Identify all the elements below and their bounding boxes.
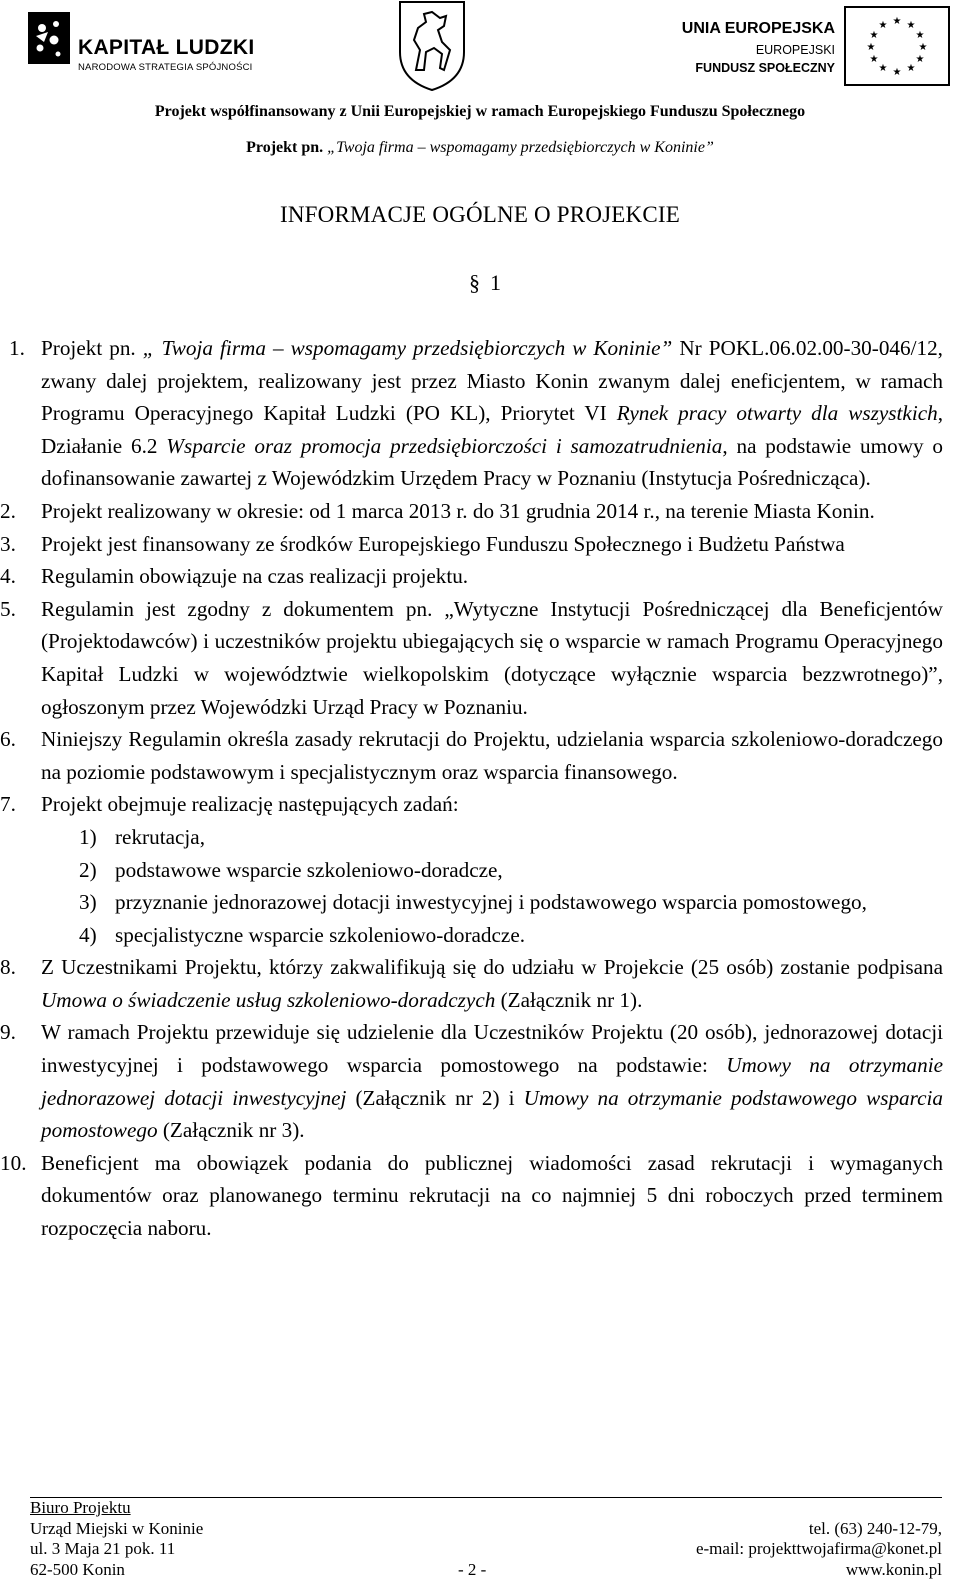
item-number: 3. xyxy=(0,531,16,556)
sub-item-number: 4) xyxy=(79,922,97,947)
svg-text:★: ★ xyxy=(906,20,916,31)
item-text: , na podstawie umowy o dofinansowanie zawartej z Wojewódzkim Urzędem Pracy w Poznaniu (Instytucja Pośrednicząca). xyxy=(41,433,943,491)
svg-text:★: ★ xyxy=(906,63,916,74)
item-text: (Załącznik nr 2) i xyxy=(346,1085,524,1110)
kapital-ludzki-title: KAPITAŁ LUDZKI xyxy=(78,36,255,59)
svg-text:★: ★ xyxy=(869,54,879,65)
kapital-ludzki-subtitle: NARODOWA STRATEGIA SPÓJNOŚCI xyxy=(78,62,253,73)
list-item xyxy=(0,593,943,723)
svg-text:★: ★ xyxy=(915,54,925,65)
kapital-ludzki-emblem-icon xyxy=(26,10,72,66)
project-name-line xyxy=(0,139,960,157)
footer-postal: 62-500 Konin xyxy=(30,1559,125,1579)
svg-text:★: ★ xyxy=(878,20,888,31)
page-number: - 2 - xyxy=(458,1559,487,1579)
section-number: 1 xyxy=(490,270,501,295)
item-text: Niniejszy Regulamin określa zasady rekrutacji do Projektu, udzielania wsparcia szkoleniowo-doradczego na poziomie podstawowym i specjalistycznym oraz wsparcia finansowego. xyxy=(41,727,943,784)
page-header xyxy=(0,0,960,100)
sub-list-item xyxy=(41,821,943,854)
svg-text:★: ★ xyxy=(866,42,876,53)
item-number: 1. xyxy=(9,336,25,360)
document-title: INFORMACJE OGÓLNE O PROJEKCIE xyxy=(279,202,680,227)
item-text: Projekt obejmuje realizację następujących zadań: xyxy=(41,792,459,817)
section-heading xyxy=(0,270,960,296)
item-number: 2. xyxy=(0,498,16,523)
footer-office: Biuro Projektu xyxy=(30,1498,131,1517)
item-text-italic: „ Twoja firma – wspomagamy przedsiębiorczych w Koninie” xyxy=(142,336,673,360)
sub-item-number: 1) xyxy=(79,824,97,849)
item-text: (Załącznik nr 1). xyxy=(495,987,643,1012)
footer-email-link[interactable]: e-mail: projekttwojafirma@konet.pl xyxy=(695,1539,942,1559)
eu-logo xyxy=(660,6,950,88)
item-text-italic: Umowy na otrzymanie podstawowego wsparcia pomostowego xyxy=(41,1085,943,1143)
footer-street: ul. 3 Maja 21 pok. 11 xyxy=(30,1539,176,1559)
item-number: 5. xyxy=(0,596,16,621)
section-symbol: § xyxy=(469,270,480,295)
item-text: Projekt jest finansowany ze środków Europejskiego Funduszu Społecznego i Budżetu Państwa xyxy=(41,531,845,556)
item-text: Regulamin jest zgodny z dokumentem pn. „Wytyczne Instytucji Pośredniczącej dla Beneficjentów (Projektodawców) i uczestników projektu ubiegających się o wsparcie w ramach Programu Operacyjnego Kapitał Ludzki w województwie wielkopolskim (dotyczące wyłącznie wsparcia bezzwrotnego)”, ogłoszonym przez Wojewódzki Urząd Pracy w Poznaniu. xyxy=(41,596,943,719)
page-footer xyxy=(30,1497,942,1580)
svg-text:★: ★ xyxy=(869,30,879,41)
sub-list-item xyxy=(41,886,943,919)
sub-item-text: podstawowe wsparcie szkoleniowo-doradcze, xyxy=(115,857,503,882)
footer-city-office: Urząd Miejski w Koninie xyxy=(30,1518,204,1538)
sub-list-item xyxy=(41,854,943,887)
wielkopolska-crest-icon xyxy=(396,0,468,92)
list-item xyxy=(9,332,943,495)
item-text-italic: Umowa o świadczenie usług szkoleniowo-doradczych xyxy=(41,987,496,1012)
sub-item-number: 2) xyxy=(79,857,97,882)
item-text-italic: Umowy na otrzymanie jednorazowej dotacji inwestycyjnej xyxy=(41,1053,944,1110)
item-text: Nr POKL.06.02.00-30-046/12, zwany dalej projektem, realizowany jest przez Miasto Konin zwanym dalej eneficjentem, w ramach Programu Operacyjnego Kapitał Ludzki (PO KL), Priorytet VI xyxy=(41,336,943,426)
item-text: Projekt realizowany w okresie: od 1 marca 2013 r. do 31 grudnia 2014 r., na terenie Miasta Konin. xyxy=(41,498,875,523)
svg-text:★: ★ xyxy=(918,42,928,53)
item-text-italic: Rynek pracy otwarty dla wszystkich xyxy=(616,401,938,426)
list-item xyxy=(0,495,943,528)
footer-website-link[interactable]: www.konin.pl xyxy=(845,1559,942,1579)
item-text: (Załącznik nr 3). xyxy=(157,1118,305,1143)
list-item xyxy=(0,723,943,788)
sub-item-text: rekrutacja, xyxy=(115,824,205,849)
item-number: 9. xyxy=(0,1020,16,1045)
item-number: 6. xyxy=(0,727,16,752)
sub-item-text: specjalistyczne wsparcie szkoleniowo-doradcze. xyxy=(115,922,526,947)
kapital-ludzki-logo xyxy=(26,10,276,73)
list-item xyxy=(0,951,943,1016)
item-text: Beneficjent ma obowiązek podania do publicznej wiadomości zasad rekrutacji i wymaganych dokumentów oraz planowanego terminu rekrutacji na co najmniej 5 dni roboczych przed terminem rozpoczęcia naboru. xyxy=(41,1150,943,1241)
list-item xyxy=(0,528,943,561)
list-item xyxy=(0,1016,944,1146)
item-number: 8. xyxy=(0,955,16,980)
eu-fund-line2: FUNDUSZ SPOŁECZNY xyxy=(695,61,835,75)
item-text: Projekt pn. xyxy=(41,336,143,360)
list-item xyxy=(0,788,943,821)
eu-flag-icon xyxy=(844,6,950,86)
eu-fund-line1: EUROPEJSKI xyxy=(755,43,835,57)
svg-text:★: ★ xyxy=(878,63,888,74)
sub-item-text: przyznanie jednorazowej dotacji inwestycyjnej i podstawowego wsparcia pomostowego, xyxy=(115,890,867,915)
project-label: Projekt pn. xyxy=(246,139,324,156)
item-number: 7. xyxy=(0,792,16,817)
eu-title: UNIA EUROPEJSKA xyxy=(681,20,835,37)
item-number: 4. xyxy=(0,564,16,589)
item-number: 10. xyxy=(0,1150,27,1175)
item-text: , Działanie 6.2 xyxy=(41,401,943,458)
footer-phone: tel. (63) 240-12-79, xyxy=(808,1518,942,1538)
sub-item-number: 3) xyxy=(79,890,97,915)
svg-text:★: ★ xyxy=(892,67,902,78)
list-item xyxy=(0,1147,943,1245)
project-name: „Twoja firma – wspomagamy przedsiębiorczych w Koninie” xyxy=(327,139,714,156)
item-text: Z Uczestnikami Projektu, którzy zakwalifikują się do udziału w Projekcie (25 osób) zostanie podpisana xyxy=(41,955,943,980)
sub-list-item xyxy=(41,919,943,952)
svg-text:★: ★ xyxy=(915,30,925,41)
item-text: W ramach Projektu przewiduje się udzielenie dla Uczestników Projektu (20 osób), jednorazowej dotacji inwestycyjnej i podstawowego wsparcia pomostowego na podstawie: xyxy=(41,1020,943,1078)
list-item xyxy=(0,560,943,593)
item-text-italic: Wsparcie oraz promocja przedsiębiorczości i samozatrudnienia xyxy=(166,433,723,458)
item-text: Regulamin obowiązuje na czas realizacji projektu. xyxy=(41,564,469,589)
cofinance-line: Projekt współfinansowany z Unii Europejskiej w ramach Europejskiego Funduszu Społecznego xyxy=(154,103,806,120)
svg-text:★: ★ xyxy=(892,16,902,27)
document-body xyxy=(0,332,944,1245)
